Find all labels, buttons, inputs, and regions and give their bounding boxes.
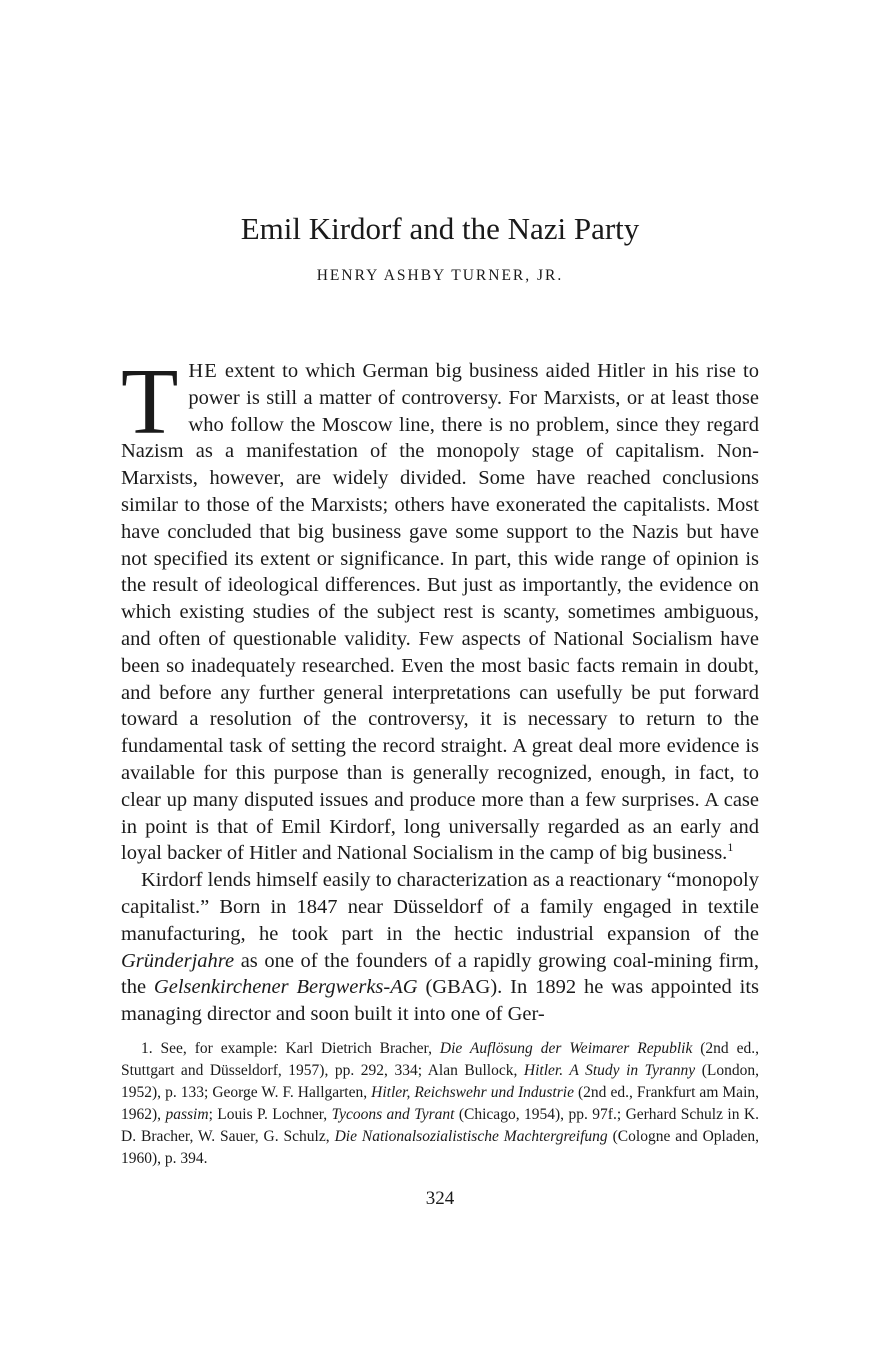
- footnote-1-text: (2nd ed., Stuttgart and Düsseldorf, 1957), pp. 292, 334; Alan Bullock,: [121, 1039, 759, 1079]
- paragraph-2-text-b: as one of the founders of a rapidly growing coal-mining firm, the: [121, 949, 759, 999]
- drop-cap: T: [121, 350, 179, 454]
- footnote-1-title: Die Auflösung der Weimarer Republik: [439, 1039, 693, 1057]
- footnote-1-title: Hitler, Reichswehr und Industrie: [371, 1083, 574, 1101]
- footnote-ref-1[interactable]: 1: [727, 840, 734, 855]
- footnote-1: [121, 1038, 759, 1170]
- article-page: [121, 200, 759, 1210]
- footnote-1-text: 1. See, for example: Karl Dietrich Bracher,: [141, 1039, 440, 1057]
- article-title: Emil Kirdorf and the Nazi Party: [240, 211, 640, 246]
- footnote-1-text: (Chicago, 1954), pp. 97f.; Gerhard Schulz in K. D. Bracher, W. Sauer, G. Schulz,: [121, 1105, 759, 1145]
- paragraph-2-italic-a: Gründerjahre: [121, 949, 235, 972]
- paragraph-1: [121, 350, 759, 867]
- paragraph-1-text: extent to which German big business aided Hitler in his rise to power is still a matter of controversy. For Marxists, or at least those who follow the Moscow line, there is no problem, since they regard Nazism as a manifestation of the monopoly stage of capitalism. Non-Marxists, however, are widely divided. Some have reached conclusions similar to those of the Marxists; others have exonerated the capitalists. Most have concluded that big business gave some support to the Nazis but have not specified its extent or significance. In part, this wide range of opinion is the result of ideological differences. But just as importantly, the evidence on which existing studies of the subject rest is scanty, sometimes ambiguous, and often of questionable validity. Few aspects of National Socialism have been so inadequately researched. Even the most basic facts remain in doubt, and before any further general interpretations can usefully be put forward toward a resolution of the controversy, it is necessary to return to the fundamental task of setting the record straight. A great deal more evidence is available for this purpose than is generally recognized, enough, in fact, to clear up many disputed issues and produce more than a few surprises. A case in point is that of Emil Kirdorf, long universally regarded as an early and loyal backer of Hitler and National Socialism in the camp of big business.: [121, 360, 759, 865]
- paragraph-2-text-c: (GBAG). In 1892 he was appointed its managing director and soon built it into one of Ger-: [121, 976, 760, 1026]
- footnote-1-title: Die Nationalsozialistische Machtergreifung: [334, 1127, 608, 1145]
- paragraph-2: [121, 867, 759, 1028]
- article-author: HENRY ASHBY TURNER, JR.: [316, 267, 564, 284]
- footnote-1-title: passim: [165, 1105, 209, 1123]
- paragraph-2-text-a: Kirdorf lends himself easily to characterization as a reactionary “monopoly capitalist.” Born in 1847 near Düsseldorf of a family engaged in textile manufacturing, he took part in the hectic industrial expansion of the: [121, 869, 759, 945]
- footnote-1-text: (Cologne and Opladen, 1960), p. 394.: [121, 1127, 759, 1167]
- footnote-1-title: Hitler. A Study in Tyranny: [523, 1061, 696, 1079]
- footnote-1-text: (London, 1952), p. 133; George W. F. Hallgarten,: [121, 1061, 759, 1101]
- footnote-1-text: ; Louis P. Lochner,: [208, 1105, 332, 1123]
- paragraph-2-italic-b: Gelsenkirchener Bergwerks-AG: [153, 976, 418, 999]
- article-body: [121, 350, 760, 1028]
- footnote-1-title: Tycoons and Tyrant: [331, 1105, 455, 1123]
- footnote-1-text: (2nd ed., Frankfurt am Main, 1962),: [121, 1083, 759, 1123]
- lead-in: HE: [188, 360, 218, 382]
- footnotes: [121, 1038, 759, 1170]
- page-number: 324: [425, 1187, 455, 1209]
